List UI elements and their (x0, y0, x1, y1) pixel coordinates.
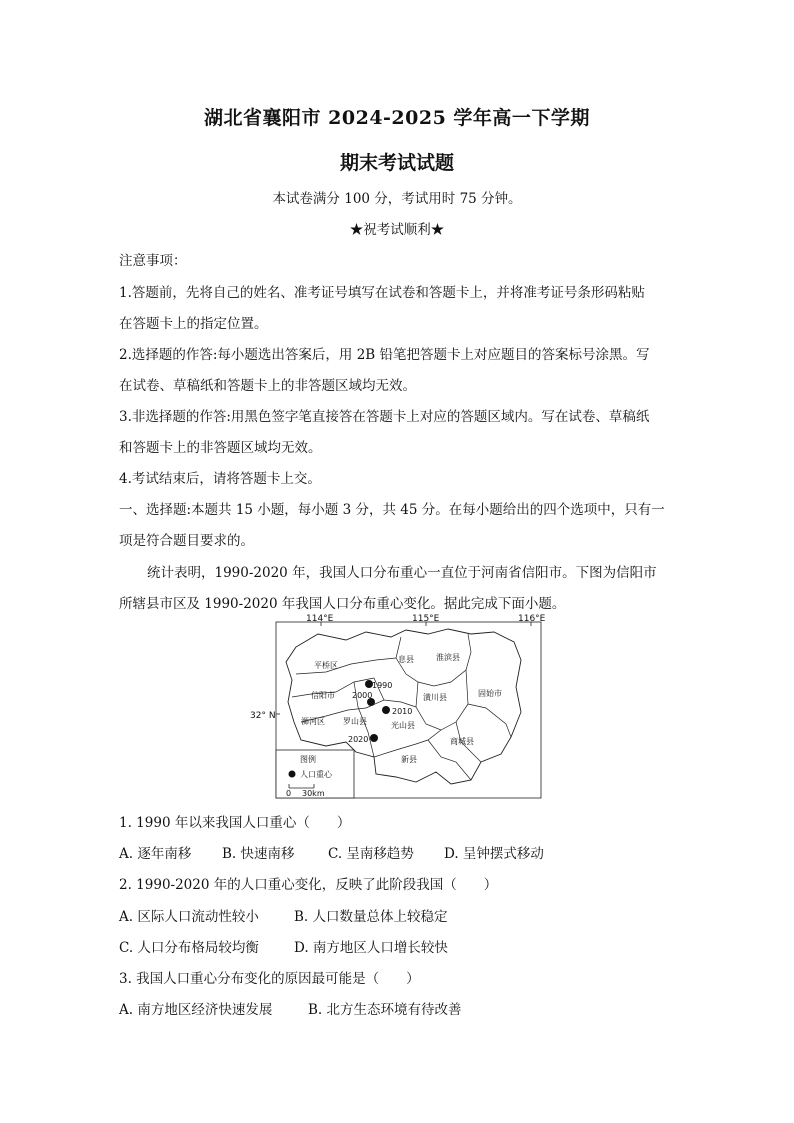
notice-line: 2.选择题的作答:每小题选出答案后，用 2B 铅笔把答题卡上对应题目的答案标号涂黑。写 (119, 347, 650, 363)
legend-item: 人口重心 (300, 770, 332, 779)
q3-option-a[interactable]: A. 南方地区经济快速发展 (119, 1002, 273, 1018)
point-label: 1990 (372, 681, 393, 690)
q1-option-d[interactable]: D. 呈钟摆式移动 (444, 846, 544, 862)
notice-line: 和答题卡上的非答题区域均无效。 (119, 440, 322, 456)
centre-point-2020 (370, 734, 378, 742)
q1-stem: 1. 1990 年以来我国人口重心（ ） (119, 815, 351, 831)
q2-option-a[interactable]: A. 区际人口流动性较小 (119, 909, 259, 925)
point-label: 2010 (392, 707, 413, 716)
exam-title: 湖北省襄阳市 2024-2025 学年高一下学期 (204, 107, 590, 129)
question-stem-cont: 所辖县市区及 1990-2020 年我国人口分布重心变化。据此完成下面小题。 (119, 596, 566, 612)
q2-option-b[interactable]: B. 人口数量总体上较稳定 (294, 909, 448, 925)
region-label: 固始市 (478, 689, 502, 698)
lon-label: 114°E (306, 614, 334, 624)
centre-point-2010 (382, 706, 390, 714)
notice-line: 在试卷、草稿纸和答题卡上的非答题区域均无效。 (119, 378, 416, 394)
blessing: ★祝考试顺利★ (349, 222, 445, 238)
lat-label: 32° N (250, 711, 276, 721)
region-label: 信阳市 (311, 691, 335, 700)
notice-line: 在答题卡上的指定位置。 (119, 316, 268, 332)
lon-label: 115°E (412, 614, 440, 624)
region-label: 新县 (401, 755, 417, 764)
region-label: 潢川县 (423, 693, 447, 702)
q1-option-a[interactable]: A. 逐年南移 (119, 846, 192, 862)
q1-option-c[interactable]: C. 呈南移趋势 (328, 846, 414, 862)
section-heading-cont: 项是符合题目要求的。 (119, 533, 254, 549)
point-label: 2020 (348, 735, 369, 744)
region-label: 息县 (398, 655, 414, 664)
notice-line: 1.答题前，先将自己的姓名、准考证号填写在试卷和答题卡上，并将准考证号条形码粘贴 (119, 285, 645, 301)
notice-line: 3.非选择题的作答:用黑色签字笔直接答在答题卡上对应的答题区域内。写在试卷、草稿纸 (119, 409, 650, 425)
section-heading: 一、选择题:本题共 15 小题，每小题 3 分，共 45 分。在每小题给出的四个选项中，只有一 (119, 502, 665, 518)
q3-stem: 3. 我国人口重心分布变化的原因最可能是（ ） (119, 971, 420, 987)
xinyang-map (250, 612, 546, 802)
region-label: 罗山县 (343, 717, 367, 726)
point-label: 2000 (352, 691, 373, 700)
exam-info: 本试卷满分 100 分，考试用时 75 分钟。 (272, 191, 522, 207)
scale-end: 30km (302, 789, 325, 798)
q1-option-b[interactable]: B. 快速南移 (222, 846, 295, 862)
region-label: 淮滨县 (436, 653, 460, 662)
legend-title: 图例 (300, 755, 316, 764)
notice-line: 4.考试结束后，请将答题卡上交。 (119, 471, 321, 487)
exam-subtitle: 期末考试试题 (339, 152, 454, 174)
q2-option-c[interactable]: C. 人口分布格局较均衡 (119, 940, 259, 956)
region-label: 平桥区 (314, 661, 338, 670)
q2-stem: 2. 1990-2020 年的人口重心变化，反映了此阶段我国（ ） (119, 877, 498, 893)
q2-option-d[interactable]: D. 南方地区人口增长较快 (294, 940, 448, 956)
region-label: 浉河区 (301, 717, 325, 726)
lon-label: 116°E (518, 614, 546, 624)
region-label: 光山县 (391, 721, 415, 730)
q3-option-b[interactable]: B. 北方生态环境有待改善 (308, 1002, 462, 1018)
notice-heading: 注意事项： (119, 253, 187, 269)
region-label: 商城县 (450, 737, 474, 746)
scale-start: 0 (286, 789, 292, 798)
legend-dot (289, 771, 296, 778)
question-stem: 统计表明，1990-2020 年，我国人口分布重心一直位于河南省信阳市。下图为信阳市 (147, 565, 657, 581)
